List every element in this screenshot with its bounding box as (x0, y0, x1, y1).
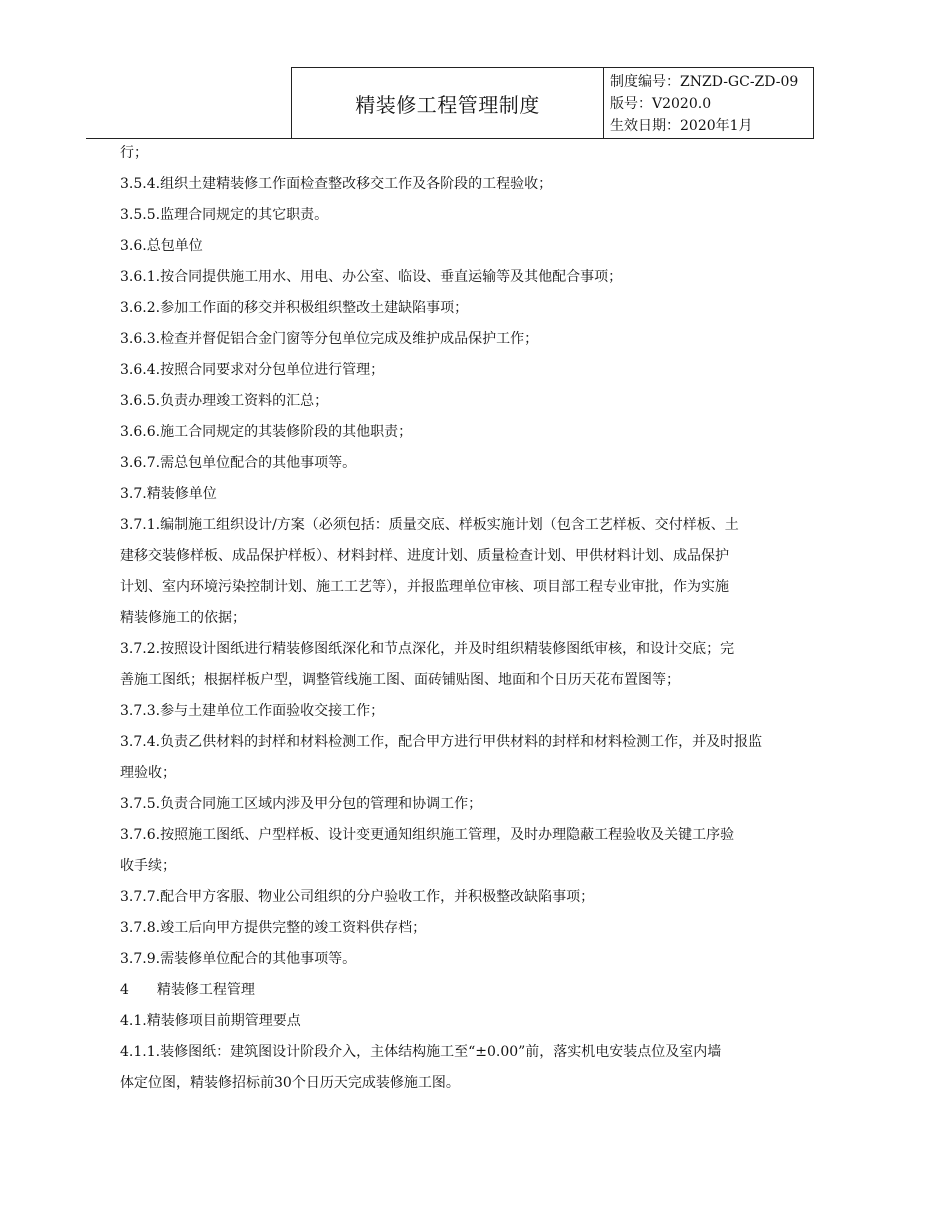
text-line: 3.6.3.检查并督促铝合金门窗等分包单位完成及维护成品保护工作； (120, 331, 539, 347)
text-line: 3.6.6.施工合同规定的其装修阶段的其他职责； (120, 424, 413, 440)
section-heading: 3.6.总包单位 (120, 238, 203, 254)
text-line: 3.7.7.配合甲方客服、物业公司组织的分户验收工作，并积极整改缺陷事项； (120, 889, 595, 905)
doc-version: 版号：V2020.0 (610, 96, 712, 112)
text-line: 3.5.5.监理合同规定的其它职责。 (120, 207, 329, 223)
document-body (120, 138, 870, 1099)
text-line: 体定位图，精装修招标前30个日历天完成装修施工图。 (120, 1075, 460, 1091)
text-line: 3.7.4.负责乙供材料的封样和材料检测工作，配合甲方进行甲供材料的封样和材料检测工作，并及时报监 (120, 734, 763, 750)
text-line: 理验收； (120, 765, 176, 781)
text-line: 计划、室内环境污染控制计划、施工工艺等），并报监理单位审核、项目部工程专业审批，作为实施 (120, 579, 729, 595)
text-line: 建移交装修样板、成品保护样板）、材料封样、进度计划、质量检查计划、甲供材料计划、成品保护 (120, 548, 729, 564)
text-line: 行； (120, 145, 148, 161)
document-meta (604, 68, 813, 138)
text-line: 3.7.6.按照施工图纸、户型样板、设计变更通知组织施工管理，及时办理隐蔽工程验收及关键工序验 (120, 827, 735, 843)
text-line: 3.7.2.按照设计图纸进行精装修图纸深化和节点深化，并及时组织精装修图纸审核，和设计交底；完 (120, 641, 735, 657)
text-line: 3.6.5.负责办理竣工资料的汇总； (120, 393, 329, 409)
text-line: 3.6.4.按照合同要求对分包单位进行管理； (120, 362, 385, 378)
text-line: 3.7.3.参与土建单位工作面验收交接工作； (120, 703, 385, 719)
document-header (291, 67, 814, 139)
text-line: 精装修施工的依据； (120, 610, 246, 626)
text-line: 3.5.4.组织土建精装修工作面检查整改移交工作及各阶段的工程验收； (120, 176, 553, 192)
text-line: 善施工图纸；根据样板户型，调整管线施工图、面砖铺贴图、地面和个日历天花布置图等； (120, 672, 680, 688)
text-line: 3.7.8.竣工后向甲方提供完整的竣工资料供存档； (120, 920, 427, 936)
text-line: 收手续； (120, 858, 176, 874)
text-line: 3.6.1.按合同提供施工用水、用电、办公室、临设、垂直运输等及其他配合事项； (120, 269, 623, 285)
effective-date: 生效日期：2020年1月 (610, 118, 753, 134)
doc-number: 制度编号：ZNZD-GC-ZD-09 (610, 74, 799, 90)
text-line: 3.6.7.需总包单位配合的其他事项等。 (120, 455, 357, 471)
document-title: 精装修工程管理制度 (292, 68, 604, 138)
text-line: 3.7.1.编制施工组织设计/方案（必须包括：质量交底、样板实施计划（包含工艺样板、交付样板、土 (120, 517, 739, 533)
section-heading: 4.1.精装修项目前期管理要点 (120, 1013, 301, 1029)
text-line: 3.7.5.负责合同施工区域内涉及甲分包的管理和协调工作； (120, 796, 483, 812)
chapter-heading: 4 精装修工程管理 (120, 982, 255, 998)
section-heading: 3.7.精装修单位 (120, 486, 217, 502)
text-line: 3.7.9.需装修单位配合的其他事项等。 (120, 951, 357, 967)
text-line: 4.1.1.装修图纸：建筑图设计阶段介入，主体结构施工至“±0.00”前，落实机电安装点位及室内墙 (120, 1044, 722, 1060)
text-line: 3.6.2.参加工作面的移交并积极组织整改土建缺陷事项； (120, 300, 469, 316)
